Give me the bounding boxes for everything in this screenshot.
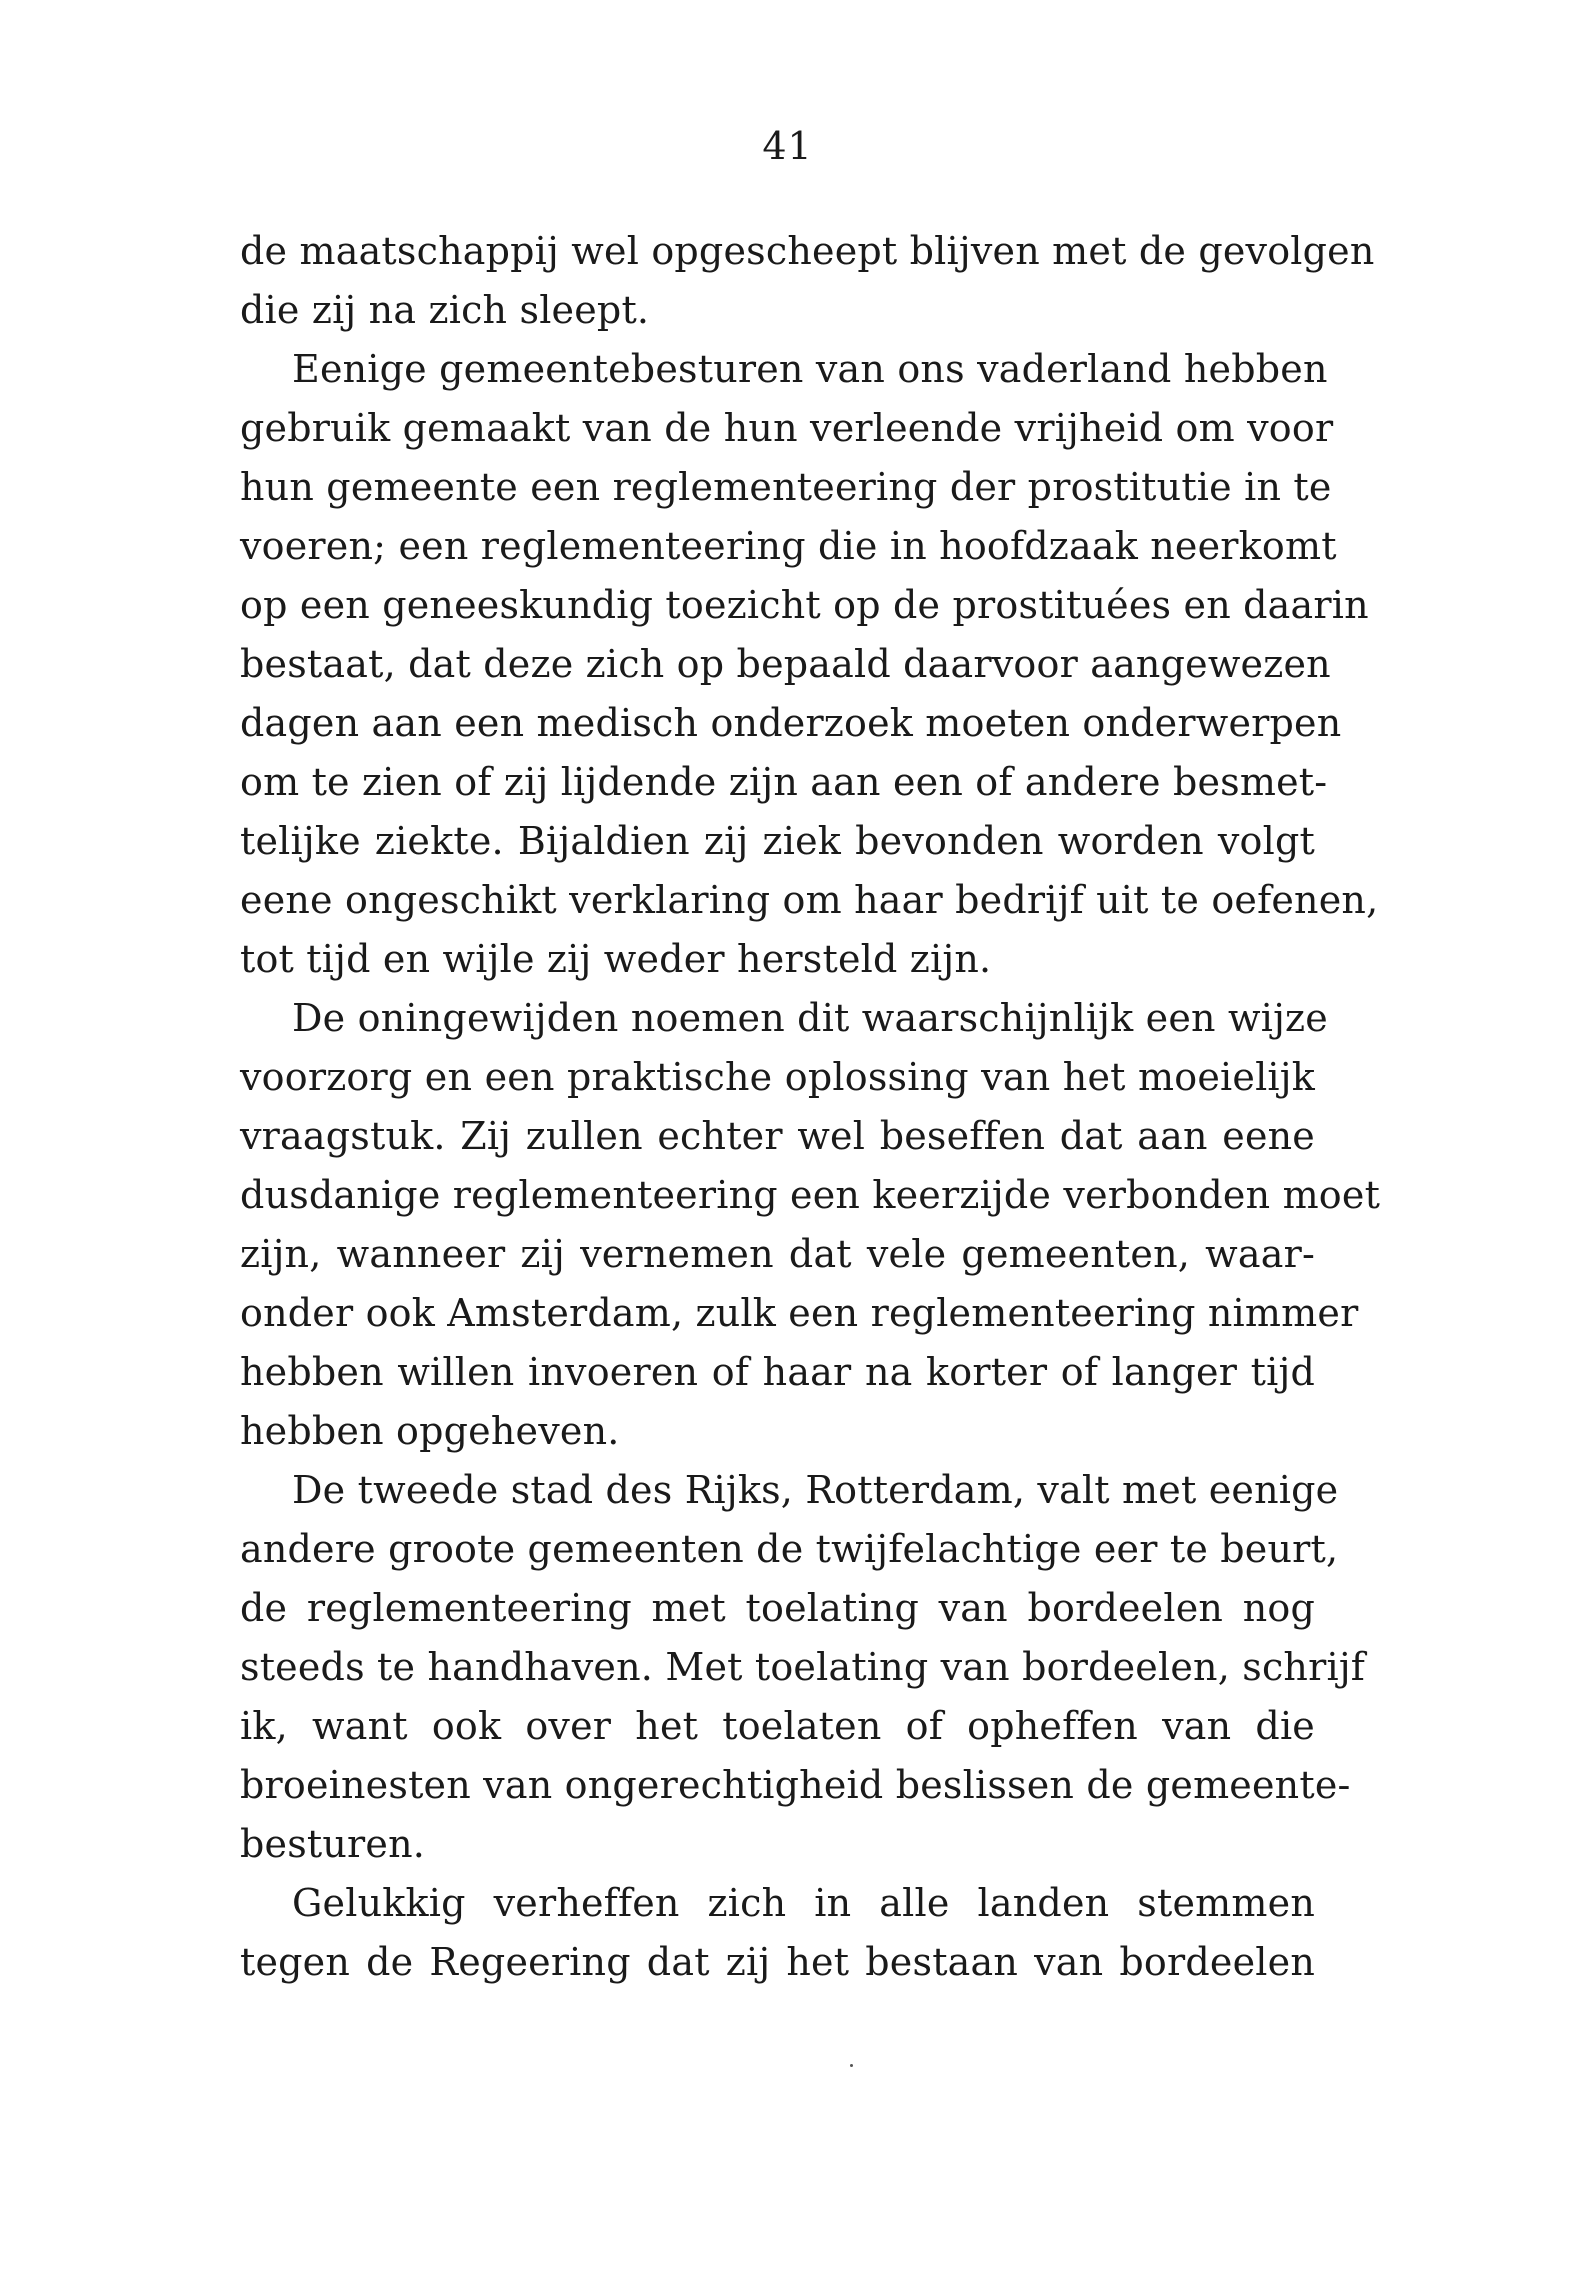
text-line: hebben willen invoeren of haar na korter of langer tijd — [240, 1350, 1315, 1394]
text-line: hun gemeente een reglementeering der prostitutie in te — [240, 465, 1332, 509]
text-line: onder ook Amsterdam, zulk een reglementeering nimmer — [240, 1291, 1359, 1335]
print-speck — [850, 2064, 853, 2067]
text-line: steeds te handhaven. Met toelating van bordeelen, schrijf — [240, 1645, 1366, 1689]
text-line: de reglementeering met toelating van bordeelen nog — [240, 1586, 1315, 1630]
text-line: bestaat, dat deze zich op bepaald daarvoor aangewezen — [240, 642, 1331, 686]
paragraph-start-line: De tweede stad des Rijks, Rotterdam, valt met eenige — [292, 1468, 1339, 1512]
body-text — [240, 222, 1381, 1992]
text-line: broeinesten van ongerechtigheid beslissen de gemeente- — [240, 1763, 1351, 1807]
paragraph-start-line: De oningewijden noemen dit waarschijnlijk een wijze — [292, 996, 1328, 1040]
text-line: eene ongeschikt verklaring om haar bedrijf uit te oefenen, — [240, 878, 1379, 922]
text-line: gebruik gemaakt van de hun verleende vrijheid om voor — [240, 406, 1334, 450]
text-line: om te zien of zij lijdende zijn aan een of andere besmet- — [240, 760, 1328, 804]
paragraph-start-line: Eenige gemeentebesturen van ons vaderland hebben — [292, 347, 1328, 391]
text-line: zijn, wanneer zij vernemen dat vele gemeenten, waar- — [240, 1232, 1315, 1276]
page-number: 41 — [762, 124, 813, 168]
paragraph-start-line: Gelukkig verheffen zich in alle landen stemmen — [292, 1881, 1315, 1925]
text-line: tot tijd en wijle zij weder hersteld zijn. — [240, 937, 992, 981]
text-line: de maatschappij wel opgescheept blijven met de gevolgen — [240, 229, 1375, 273]
text-line: besturen. — [240, 1822, 426, 1866]
text-line: telijke ziekte. Bijaldien zij ziek bevonden worden volgt — [240, 819, 1315, 863]
text-line: voorzorg en een praktische oplossing van het moeielijk — [240, 1055, 1315, 1099]
text-line: dusdanige reglementeering een keerzijde verbonden moet — [240, 1173, 1381, 1217]
text-line: op een geneeskundig toezicht op de prostituées en daarin — [240, 583, 1369, 627]
text-line: vraagstuk. Zij zullen echter wel beseffen dat aan eene — [240, 1114, 1315, 1158]
text-line: hebben opgeheven. — [240, 1409, 620, 1453]
text-line: andere groote gemeenten de twijfelachtige eer te beurt, — [240, 1527, 1339, 1571]
text-line: dagen aan een medisch onderzoek moeten onderwerpen — [240, 701, 1342, 745]
text-line: voeren; een reglementeering die in hoofdzaak neerkomt — [240, 524, 1337, 568]
text-line: ik, want ook over het toelaten of opheffen van die — [240, 1704, 1315, 1748]
text-line: tegen de Regeering dat zij het bestaan van bordeelen — [240, 1940, 1315, 1984]
text-line: die zij na zich sleept. — [240, 288, 650, 332]
